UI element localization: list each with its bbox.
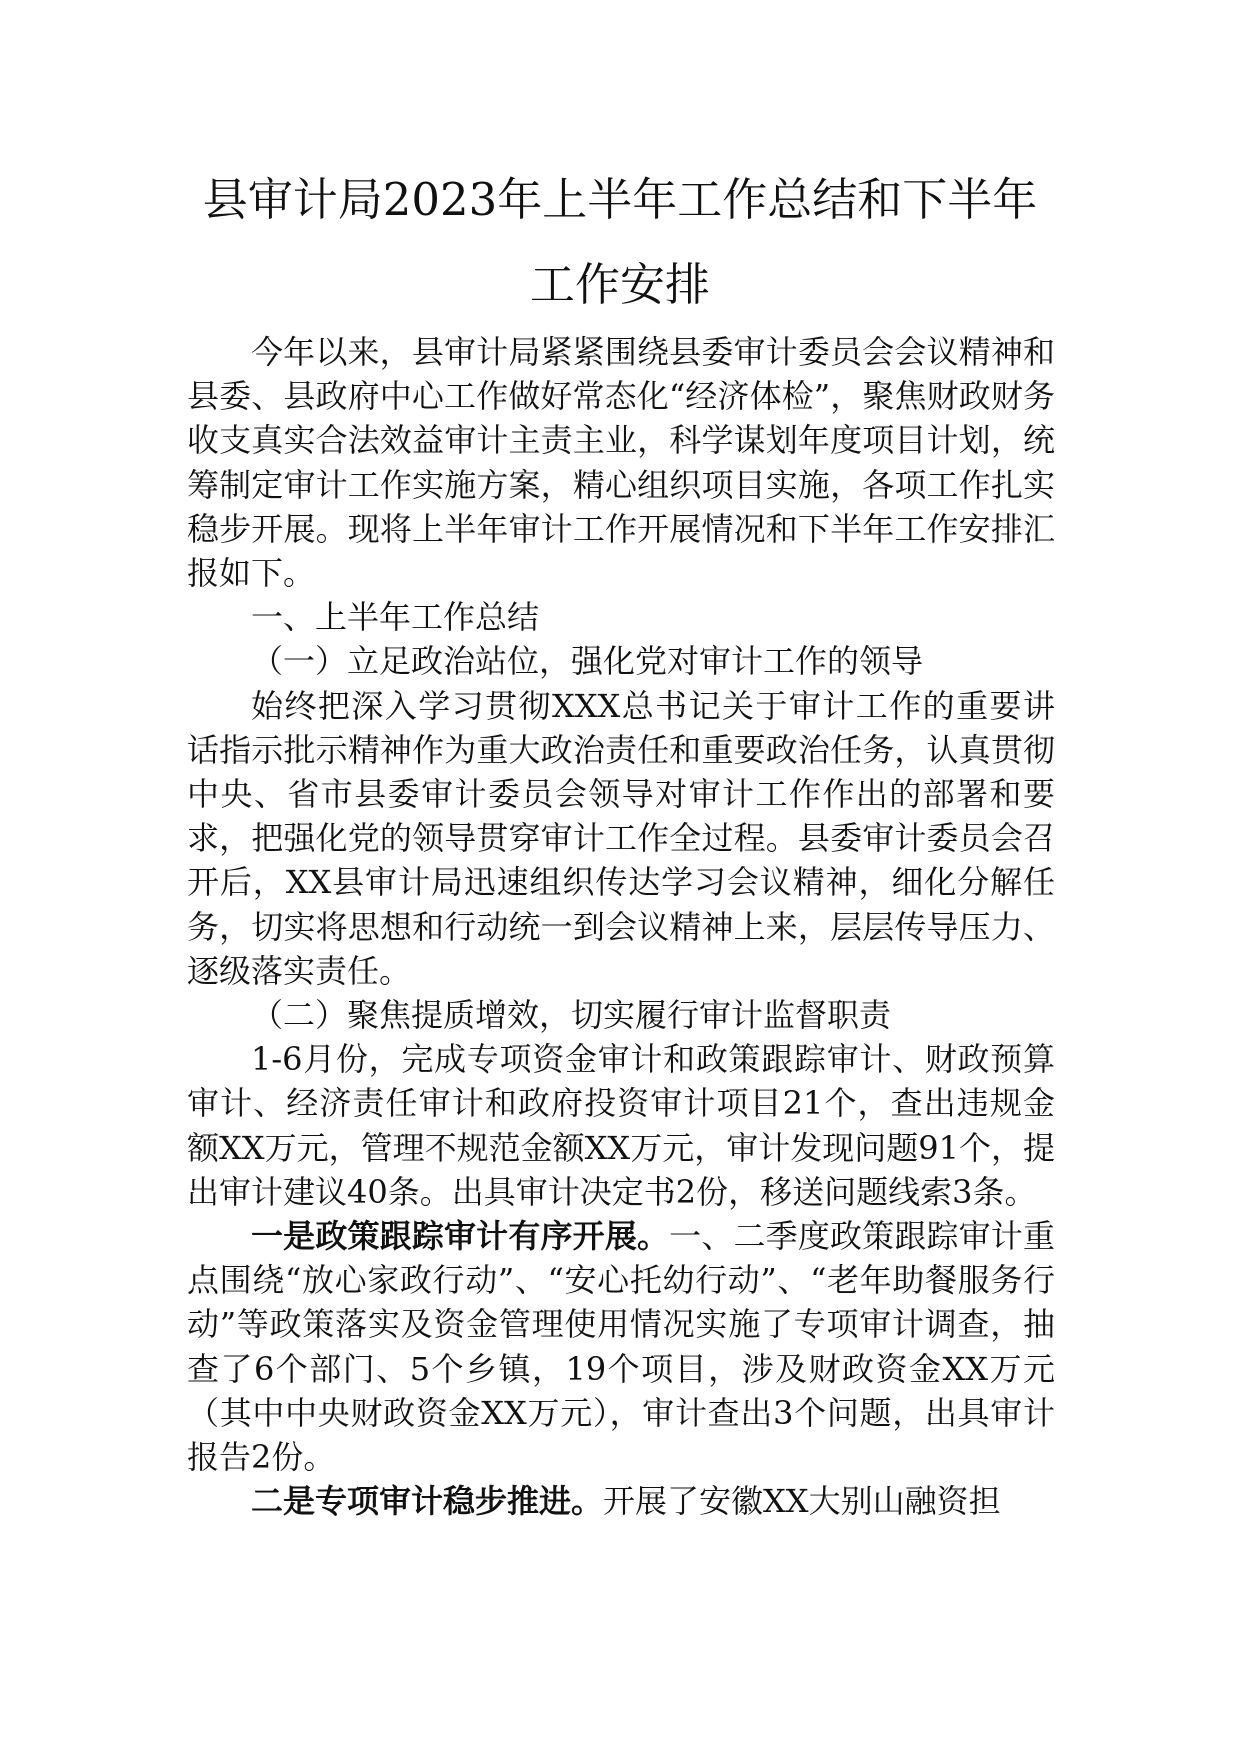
paragraph-audit-results: 1-6月份，完成专项资金审计和政策跟踪审计、财政预算审计、经济责任审计和政府投资审计项目21个，查出违规金额XX万元，管理不规范金额XX万元，审计发现问题91个，提出审计建议40条。出具审计决定书2份，移送问题线索3条。: [187, 1040, 1055, 1211]
document-title-line-1: 县审计局2023年上半年工作总结和下半年: [202, 173, 1038, 226]
section-heading-1: 一、上半年工作总结: [251, 598, 540, 637]
document-body: [187, 330, 1055, 1523]
item-policy-tracking-text: 一、二季度政策跟踪审计重点围绕“放心家政行动”、“安心托幼行动”、“老年助餐服务行动”等政策落实及资金管理使用情况实施了专项审计调查，抽查了6个部门、5个乡镇，19个项目，涉及财政资金XX万元（其中中央财政资金XX万元），审计查出3个问题，出具审计报告2份。: [187, 1217, 1055, 1477]
document-title-line-2: 工作安排: [529, 258, 710, 311]
subsection-heading-2: （二）聚焦提质增效，切实履行审计监督职责: [251, 996, 892, 1035]
item-policy-tracking: [187, 1214, 1055, 1479]
intro-paragraph: 今年以来，县审计局紧紧围绕县委审计委员会会议精神和县委、县政府中心工作做好常态化“经济体检”，聚焦财政财务收支真实合法效益审计主责主业，科学谋划年度项目计划，统筹制定审计工作实施方案，精心组织项目实施，各项工作扎实稳步开展。现将上半年审计工作开展情况和下半年工作安排汇报如下。: [187, 333, 1055, 593]
item-special-audit-text: 开展了安徽XX大别山融资担: [603, 1482, 1001, 1521]
subsection-heading-1: （一）立足政治站位，强化党对审计工作的领导: [251, 642, 924, 681]
item-policy-tracking-lead: 一是政策跟踪审计有序开展。: [251, 1217, 670, 1256]
item-special-audit: [187, 1479, 1055, 1523]
item-special-audit-lead: 二是专项审计稳步推进。: [251, 1482, 604, 1521]
paragraph-political-stance: 始终把深入学习贯彻XXX总书记关于审计工作的重要讲话指示批示精神作为重大政治责任和重要政治任务，认真贯彻中央、省市县委审计委员会领导对审计工作作出的部署和要求，把强化党的领导贯穿审计工作全过程。县委审计委员会召开后，XX县审计局迅速组织传达学习会议精神，细化分解任务，切实将思想和行动统一到会议精神上来，层层传导压力、逐级落实责任。: [187, 686, 1055, 990]
